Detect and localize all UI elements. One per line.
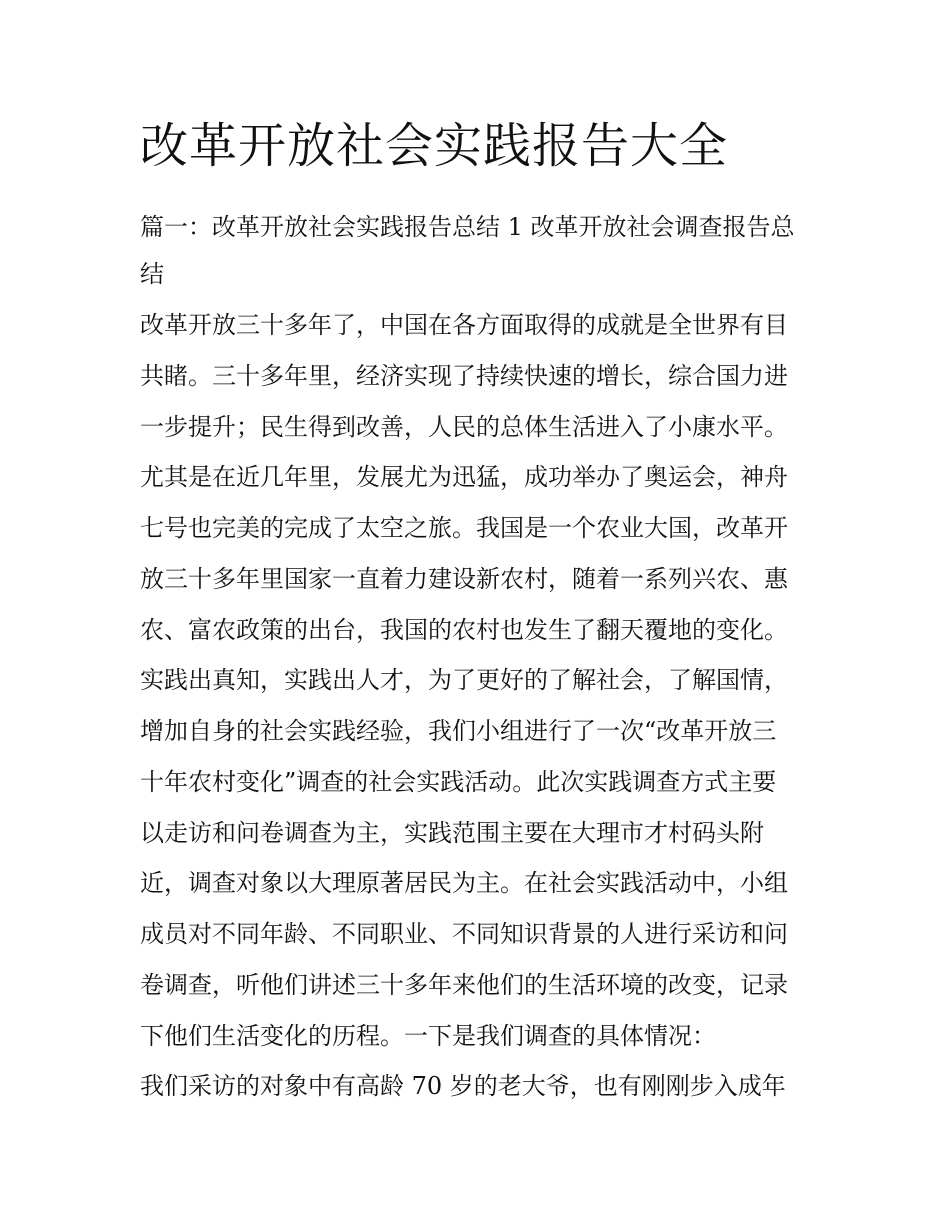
body-line: 放三十多年里国家一直着力建设新农村，随着一系列兴农、惠 (140, 565, 788, 593)
subtitle-line: 篇一：改革开放社会实践报告总结 1 改革开放社会调查报告总 (140, 213, 795, 241)
body-line: 一步提升；民生得到改善，人民的总体生活进入了小康水平。 (140, 413, 788, 441)
body-line: 农、富农政策的出台，我国的农村也发生了翻天覆地的变化。 (140, 616, 788, 644)
document-title: 改革开放社会实践报告大全 (140, 118, 729, 174)
body-line: 尤其是在近几年里，发展尤为迅猛，成功举办了奥运会，神舟 (140, 463, 788, 491)
body-line: 下他们生活变化的历程。一下是我们调查的具体情况： (140, 1022, 716, 1050)
body-line: 成员对不同年龄、不同职业、不同知识背景的人进行采访和问 (140, 920, 788, 948)
body-line: 实践出真知，实践出人才，为了更好的了解社会，了解国情， (140, 666, 788, 694)
body-line: 十年农村变化”调查的社会实践活动。此次实践调查方式主要 (140, 768, 777, 796)
body-line: 近，调查对象以大理原著居民为主。在社会实践活动中，小组 (140, 869, 788, 897)
body-line: 卷调查，听他们讲述三十多年来他们的生活环境的改变，记录 (140, 971, 788, 999)
body-line: 增加自身的社会实践经验，我们小组进行了一次“改革开放三 (140, 717, 777, 745)
subtitle-line: 结 (140, 260, 164, 288)
body-line: 我们采访的对象中有高龄 70 岁的老大爷，也有刚刚步入成年 (140, 1072, 786, 1100)
body-line: 改革开放三十多年了，中国在各方面取得的成就是全世界有目 (140, 311, 788, 339)
body-line: 七号也完美的完成了太空之旅。我国是一个农业大国，改革开 (140, 514, 788, 542)
body-line: 共睹。三十多年里，经济实现了持续快速的增长，综合国力进 (140, 362, 788, 390)
body-line: 以走访和问卷调查为主，实践范围主要在大理市才村码头附 (140, 819, 764, 847)
